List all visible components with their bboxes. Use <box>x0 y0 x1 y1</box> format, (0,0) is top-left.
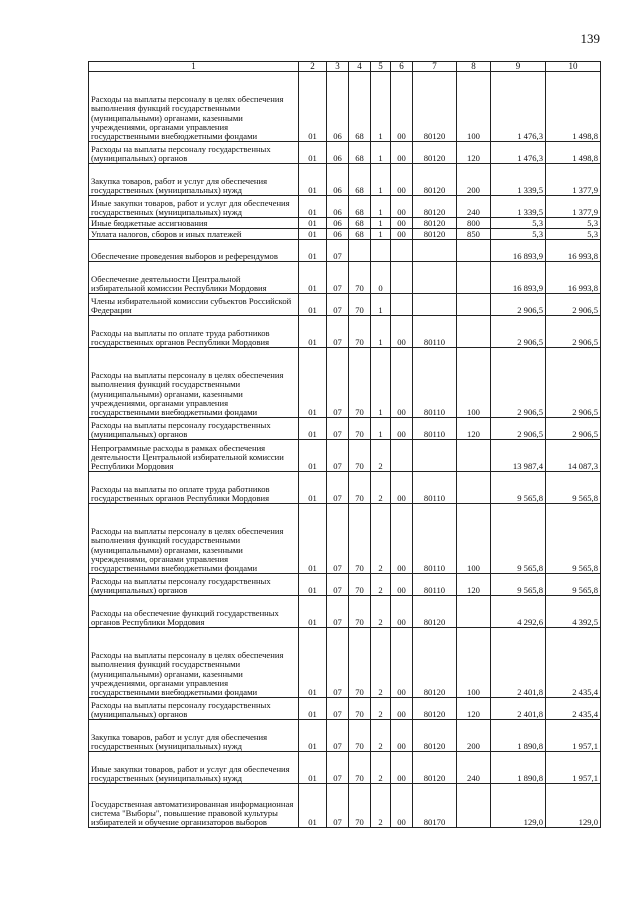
code-cell <box>457 784 491 828</box>
amount-cell: 4 292,6 <box>491 596 546 628</box>
amount-cell: 16 993,8 <box>546 240 601 262</box>
code-cell <box>413 240 457 262</box>
code-cell: 100 <box>457 628 491 698</box>
amount-cell: 2 906,5 <box>491 294 546 316</box>
amount-cell: 1 957,1 <box>546 720 601 752</box>
amount-cell: 9 565,8 <box>491 504 546 574</box>
amount-cell: 2 435,4 <box>546 628 601 698</box>
code-cell: 80120 <box>413 218 457 229</box>
code-cell: 2 <box>371 596 391 628</box>
code-cell: 00 <box>391 164 413 196</box>
row-description: Расходы на выплаты персоналу в целях обеспечения выполнения функций государственными (муниципальными) органами, казенными учреждениями, органами управления государственными внебюджетными фондами <box>89 348 299 418</box>
amount-cell: 2 401,8 <box>491 698 546 720</box>
row-description: Обеспечение проведения выборов и референдумов <box>89 240 299 262</box>
table-row <box>89 142 601 164</box>
code-cell <box>391 240 413 262</box>
amount-cell: 5,3 <box>546 218 601 229</box>
code-cell: 06 <box>327 218 349 229</box>
code-cell: 01 <box>299 240 327 262</box>
code-cell <box>457 440 491 472</box>
amount-cell: 2 906,5 <box>546 294 601 316</box>
row-description: Расходы на выплаты персоналу государственных (муниципальных) органов <box>89 418 299 440</box>
code-cell: 68 <box>349 72 371 142</box>
code-cell: 70 <box>349 418 371 440</box>
table-row <box>89 240 601 262</box>
code-cell: 70 <box>349 574 371 596</box>
code-cell: 1 <box>371 229 391 240</box>
page-number: 139 <box>580 31 600 46</box>
code-cell: 00 <box>391 720 413 752</box>
code-cell: 80120 <box>413 196 457 218</box>
row-description: Государственная автоматизированная информационная система "Выборы", повышение правовой культуры избирателей и обучение организаторов выборов <box>89 784 299 828</box>
code-cell: 07 <box>327 316 349 348</box>
code-cell: 80110 <box>413 316 457 348</box>
amount-cell: 9 565,8 <box>546 472 601 504</box>
code-cell: 01 <box>299 784 327 828</box>
table-row <box>89 164 601 196</box>
row-description: Закупка товаров, работ и услуг для обеспечения государственных (муниципальных) нужд <box>89 720 299 752</box>
code-cell: 2 <box>371 440 391 472</box>
row-description: Закупка товаров, работ и услуг для обеспечения государственных (муниципальных) нужд <box>89 164 299 196</box>
row-description: Расходы на выплаты персоналу в целях обеспечения выполнения функций государственными (муниципальными) органами, казенными учреждениями, органами управления государственными внебюджетными фондами <box>89 628 299 698</box>
row-description: Расходы на выплаты персоналу в целях обеспечения выполнения функций государственными (муниципальными) органами, казенными учреждениями, органами управления государственными внебюджетными фондами <box>89 504 299 574</box>
code-cell <box>457 240 491 262</box>
code-cell: 70 <box>349 628 371 698</box>
amount-cell: 9 565,8 <box>546 574 601 596</box>
row-description: Иные бюджетные ассигнования <box>89 218 299 229</box>
amount-cell: 9 565,8 <box>491 472 546 504</box>
code-cell <box>413 440 457 472</box>
code-cell: 1 <box>371 348 391 418</box>
amount-cell: 5,3 <box>546 229 601 240</box>
code-cell: 2 <box>371 472 391 504</box>
code-cell: 70 <box>349 784 371 828</box>
code-cell: 70 <box>349 294 371 316</box>
amount-cell: 1 890,8 <box>491 720 546 752</box>
column-header: 2 <box>299 62 327 72</box>
code-cell: 07 <box>327 472 349 504</box>
column-header: 1 <box>89 62 299 72</box>
amount-cell: 5,3 <box>491 218 546 229</box>
row-description: Иные закупки товаров, работ и услуг для обеспечения государственных (муниципальных) нужд <box>89 196 299 218</box>
amount-cell: 1 498,8 <box>546 142 601 164</box>
column-header: 3 <box>327 62 349 72</box>
column-header: 9 <box>491 62 546 72</box>
code-cell: 06 <box>327 229 349 240</box>
code-cell <box>391 440 413 472</box>
table-row <box>89 294 601 316</box>
table-row <box>89 229 601 240</box>
code-cell: 70 <box>349 472 371 504</box>
code-cell: 80120 <box>413 596 457 628</box>
code-cell: 00 <box>391 196 413 218</box>
row-description: Непрограммные расходы в рамках обеспечения деятельности Центральной избирательной комиссии Республики Мордовия <box>89 440 299 472</box>
code-cell: 01 <box>299 752 327 784</box>
code-cell: 80120 <box>413 752 457 784</box>
row-description: Члены избирательной комиссии субъектов Российской Федерации <box>89 294 299 316</box>
code-cell: 07 <box>327 440 349 472</box>
amount-cell: 1 339,5 <box>491 164 546 196</box>
code-cell: 01 <box>299 720 327 752</box>
column-header: 8 <box>457 62 491 72</box>
amount-cell: 2 906,5 <box>491 316 546 348</box>
code-cell <box>391 294 413 316</box>
table-row <box>89 596 601 628</box>
row-description: Расходы на выплаты персоналу в целях обеспечения выполнения функций государственными (муниципальными) органами, казенными учреждениями, органами управления государственными внебюджетными фондами <box>89 72 299 142</box>
code-cell: 1 <box>371 164 391 196</box>
code-cell <box>413 294 457 316</box>
amount-cell: 1 377,9 <box>546 196 601 218</box>
amount-cell: 1 498,8 <box>546 72 601 142</box>
amount-cell: 16 893,9 <box>491 262 546 294</box>
code-cell: 01 <box>299 628 327 698</box>
code-cell: 07 <box>327 504 349 574</box>
code-cell: 70 <box>349 720 371 752</box>
code-cell: 00 <box>391 698 413 720</box>
code-cell: 240 <box>457 752 491 784</box>
code-cell: 07 <box>327 720 349 752</box>
code-cell: 01 <box>299 72 327 142</box>
table-row <box>89 698 601 720</box>
table-row <box>89 440 601 472</box>
code-cell: 70 <box>349 440 371 472</box>
code-cell: 0 <box>371 262 391 294</box>
code-cell: 07 <box>327 262 349 294</box>
code-cell: 120 <box>457 698 491 720</box>
row-description: Расходы на выплаты персоналу государственных (муниципальных) органов <box>89 142 299 164</box>
code-cell: 68 <box>349 164 371 196</box>
code-cell: 240 <box>457 196 491 218</box>
code-cell: 01 <box>299 418 327 440</box>
code-cell: 07 <box>327 628 349 698</box>
code-cell: 80120 <box>413 229 457 240</box>
code-cell: 07 <box>327 418 349 440</box>
amount-cell: 9 565,8 <box>546 504 601 574</box>
code-cell: 07 <box>327 698 349 720</box>
header-row <box>89 62 601 72</box>
code-cell: 1 <box>371 294 391 316</box>
amount-cell: 16 893,9 <box>491 240 546 262</box>
amount-cell: 16 993,8 <box>546 262 601 294</box>
code-cell: 80120 <box>413 164 457 196</box>
column-header: 10 <box>546 62 601 72</box>
code-cell: 01 <box>299 316 327 348</box>
code-cell: 68 <box>349 218 371 229</box>
code-cell: 07 <box>327 784 349 828</box>
amount-cell: 2 435,4 <box>546 698 601 720</box>
table-row <box>89 218 601 229</box>
amount-cell: 13 987,4 <box>491 440 546 472</box>
code-cell: 1 <box>371 72 391 142</box>
code-cell: 70 <box>349 504 371 574</box>
code-cell: 1 <box>371 218 391 229</box>
column-header: 4 <box>349 62 371 72</box>
row-description: Расходы на выплаты по оплате труда работников государственных органов Республики Мордовия <box>89 472 299 504</box>
code-cell: 00 <box>391 784 413 828</box>
code-cell: 01 <box>299 218 327 229</box>
amount-cell: 1 476,3 <box>491 72 546 142</box>
code-cell: 1 <box>371 316 391 348</box>
row-description: Расходы на обеспечение функций государственных органов Республики Мордовия <box>89 596 299 628</box>
table-row <box>89 316 601 348</box>
code-cell: 00 <box>391 142 413 164</box>
amount-cell: 2 906,5 <box>491 348 546 418</box>
code-cell: 68 <box>349 142 371 164</box>
row-description: Расходы на выплаты по оплате труда работников государственных органов Республики Мордовия <box>89 316 299 348</box>
code-cell: 80110 <box>413 574 457 596</box>
code-cell: 100 <box>457 72 491 142</box>
code-cell: 70 <box>349 698 371 720</box>
table-row <box>89 720 601 752</box>
code-cell: 00 <box>391 316 413 348</box>
code-cell: 80110 <box>413 418 457 440</box>
amount-cell: 1 377,9 <box>546 164 601 196</box>
code-cell: 80120 <box>413 720 457 752</box>
column-header: 5 <box>371 62 391 72</box>
code-cell: 00 <box>391 418 413 440</box>
code-cell: 01 <box>299 574 327 596</box>
code-cell: 01 <box>299 294 327 316</box>
code-cell: 06 <box>327 196 349 218</box>
code-cell: 01 <box>299 229 327 240</box>
code-cell: 80120 <box>413 628 457 698</box>
code-cell: 68 <box>349 229 371 240</box>
code-cell: 00 <box>391 504 413 574</box>
code-cell: 80120 <box>413 698 457 720</box>
code-cell <box>371 240 391 262</box>
code-cell: 200 <box>457 720 491 752</box>
amount-cell: 14 087,3 <box>546 440 601 472</box>
amount-cell: 2 906,5 <box>546 418 601 440</box>
code-cell: 00 <box>391 72 413 142</box>
code-cell: 00 <box>391 348 413 418</box>
code-cell: 01 <box>299 164 327 196</box>
amount-cell: 2 906,5 <box>546 316 601 348</box>
code-cell: 06 <box>327 142 349 164</box>
code-cell: 100 <box>457 504 491 574</box>
code-cell: 1 <box>371 142 391 164</box>
code-cell: 07 <box>327 752 349 784</box>
row-description: Расходы на выплаты персоналу государственных (муниципальных) органов <box>89 574 299 596</box>
table-row <box>89 72 601 142</box>
code-cell: 00 <box>391 752 413 784</box>
code-cell: 100 <box>457 348 491 418</box>
code-cell: 2 <box>371 752 391 784</box>
code-cell: 120 <box>457 142 491 164</box>
code-cell: 800 <box>457 218 491 229</box>
amount-cell: 1 890,8 <box>491 752 546 784</box>
code-cell: 2 <box>371 720 391 752</box>
code-cell: 01 <box>299 262 327 294</box>
table-row <box>89 348 601 418</box>
code-cell: 2 <box>371 698 391 720</box>
row-description: Иные закупки товаров, работ и услуг для обеспечения государственных (муниципальных) нужд <box>89 752 299 784</box>
row-description: Обеспечение деятельности Центральной избирательной комиссии Республики Мордовия <box>89 262 299 294</box>
code-cell: 70 <box>349 752 371 784</box>
code-cell <box>457 294 491 316</box>
code-cell: 00 <box>391 574 413 596</box>
amount-cell: 129,0 <box>491 784 546 828</box>
code-cell: 80110 <box>413 504 457 574</box>
table-row <box>89 418 601 440</box>
code-cell: 01 <box>299 440 327 472</box>
code-cell: 01 <box>299 596 327 628</box>
amount-cell: 2 906,5 <box>491 418 546 440</box>
code-cell: 120 <box>457 574 491 596</box>
code-cell: 80170 <box>413 784 457 828</box>
code-cell: 07 <box>327 574 349 596</box>
code-cell: 01 <box>299 504 327 574</box>
code-cell: 2 <box>371 628 391 698</box>
code-cell: 70 <box>349 596 371 628</box>
table-row <box>89 262 601 294</box>
code-cell: 00 <box>391 472 413 504</box>
code-cell: 80120 <box>413 72 457 142</box>
code-cell: 80110 <box>413 348 457 418</box>
code-cell: 1 <box>371 418 391 440</box>
code-cell <box>457 262 491 294</box>
code-cell: 70 <box>349 348 371 418</box>
code-cell: 01 <box>299 196 327 218</box>
code-cell: 00 <box>391 229 413 240</box>
code-cell <box>457 596 491 628</box>
code-cell: 120 <box>457 418 491 440</box>
table-row <box>89 574 601 596</box>
code-cell <box>457 316 491 348</box>
code-cell: 00 <box>391 218 413 229</box>
table-row <box>89 752 601 784</box>
table-row <box>89 784 601 828</box>
table-row <box>89 628 601 698</box>
code-cell: 1 <box>371 196 391 218</box>
code-cell: 2 <box>371 504 391 574</box>
code-cell: 01 <box>299 472 327 504</box>
code-cell: 06 <box>327 164 349 196</box>
code-cell: 80110 <box>413 472 457 504</box>
code-cell: 01 <box>299 698 327 720</box>
budget-table <box>88 61 601 828</box>
amount-cell: 4 392,5 <box>546 596 601 628</box>
code-cell: 70 <box>349 316 371 348</box>
code-cell: 01 <box>299 142 327 164</box>
code-cell: 850 <box>457 229 491 240</box>
amount-cell: 1 476,3 <box>491 142 546 164</box>
code-cell: 07 <box>327 348 349 418</box>
code-cell: 07 <box>327 596 349 628</box>
code-cell: 80120 <box>413 142 457 164</box>
amount-cell: 2 906,5 <box>546 348 601 418</box>
code-cell <box>391 262 413 294</box>
table-row <box>89 504 601 574</box>
code-cell: 68 <box>349 196 371 218</box>
code-cell: 2 <box>371 784 391 828</box>
code-cell: 07 <box>327 294 349 316</box>
amount-cell: 9 565,8 <box>491 574 546 596</box>
row-description: Уплата налогов, сборов и иных платежей <box>89 229 299 240</box>
code-cell: 01 <box>299 348 327 418</box>
amount-cell: 129,0 <box>546 784 601 828</box>
table-row <box>89 196 601 218</box>
code-cell <box>457 472 491 504</box>
code-cell: 06 <box>327 72 349 142</box>
code-cell: 07 <box>327 240 349 262</box>
table-row <box>89 472 601 504</box>
code-cell: 70 <box>349 262 371 294</box>
column-header: 7 <box>413 62 457 72</box>
code-cell: 00 <box>391 628 413 698</box>
row-description: Расходы на выплаты персоналу государственных (муниципальных) органов <box>89 698 299 720</box>
code-cell: 00 <box>391 596 413 628</box>
code-cell <box>413 262 457 294</box>
code-cell: 2 <box>371 574 391 596</box>
amount-cell: 2 401,8 <box>491 628 546 698</box>
column-header: 6 <box>391 62 413 72</box>
code-cell <box>349 240 371 262</box>
amount-cell: 5,3 <box>491 229 546 240</box>
amount-cell: 1 339,5 <box>491 196 546 218</box>
amount-cell: 1 957,1 <box>546 752 601 784</box>
code-cell: 200 <box>457 164 491 196</box>
